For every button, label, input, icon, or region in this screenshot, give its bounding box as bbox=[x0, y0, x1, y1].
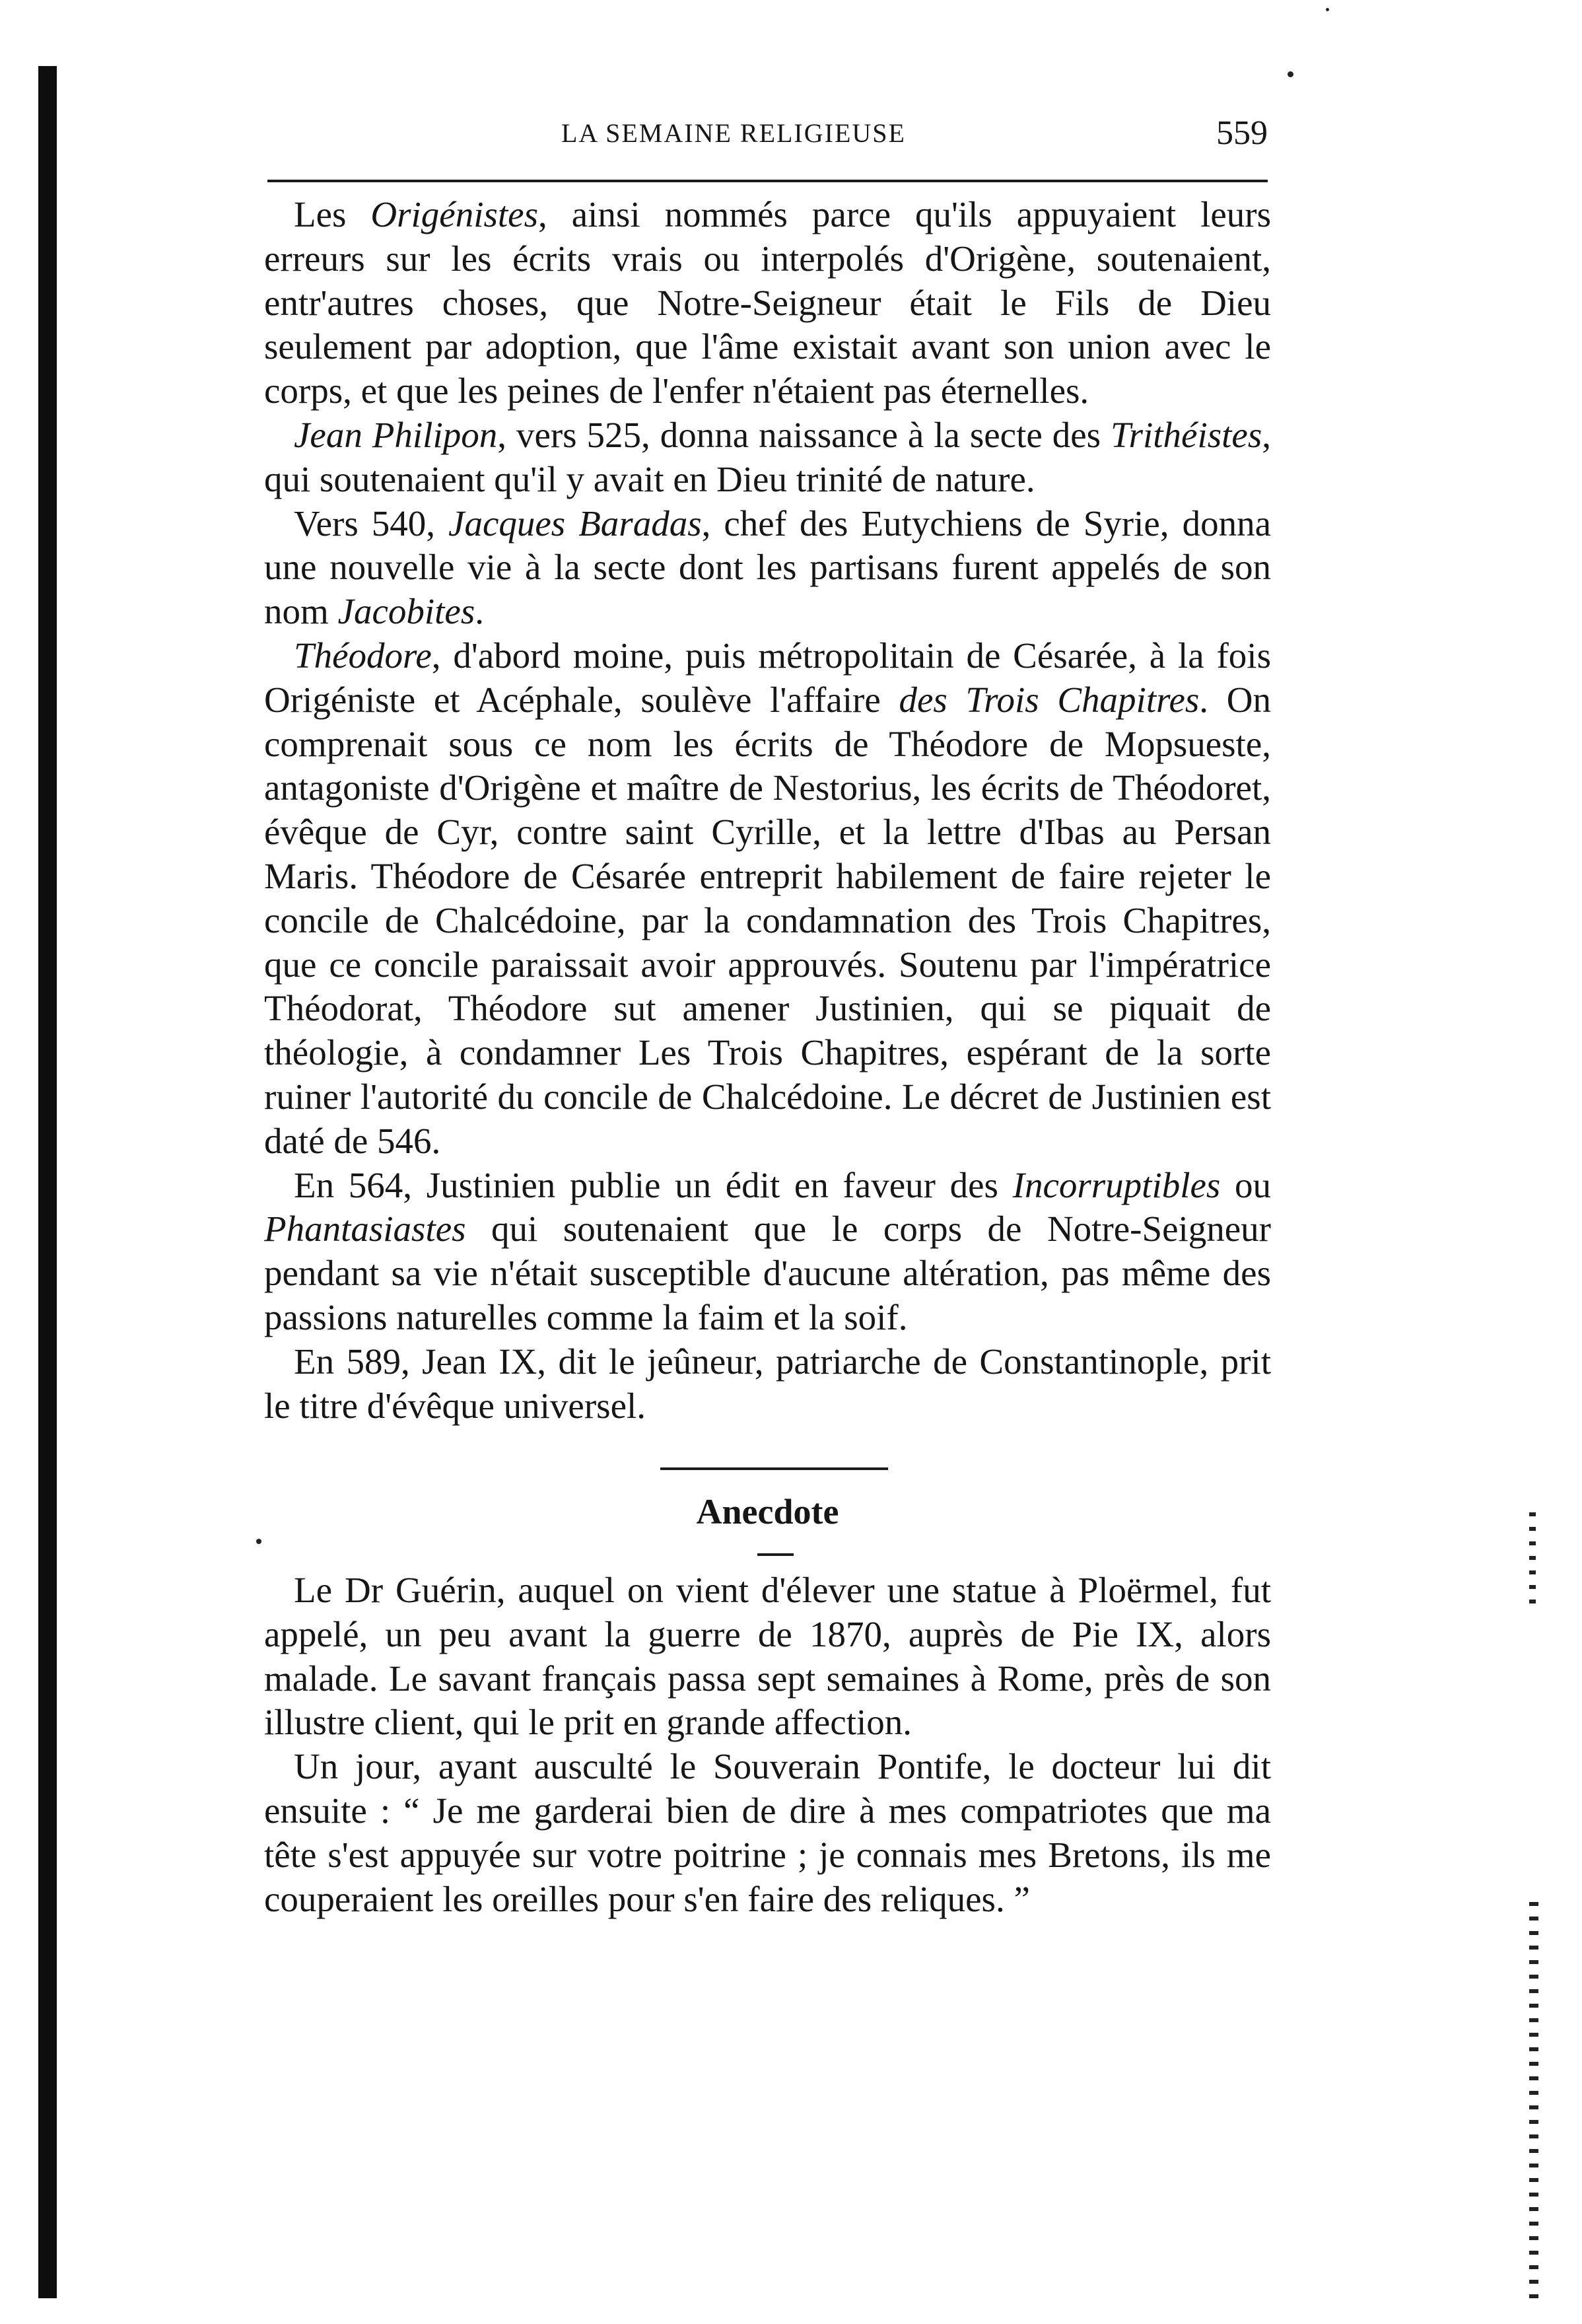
paragraph bbox=[264, 1340, 1271, 1428]
paragraph bbox=[264, 634, 1271, 1164]
scan-binding-edge bbox=[38, 66, 57, 2298]
scan-speck bbox=[256, 1539, 261, 1544]
text-run: En 564, Justinien publie un édit en faveur des bbox=[294, 1164, 1013, 1205]
text-run: qui soutenaient que le corps de Notre-Seigneur pendant sa vie n'était susceptible d'aucune altération, pas même des passions naturelles comme la faim et la soif. bbox=[264, 1209, 1271, 1337]
scan-margin-noise bbox=[1529, 1902, 1538, 2298]
section-divider bbox=[660, 1467, 888, 1470]
italic-text: Jacobites bbox=[337, 591, 475, 632]
italic-text: Incorruptibles bbox=[1012, 1164, 1221, 1205]
scan-margin-noise bbox=[1529, 1512, 1536, 1605]
paragraph bbox=[264, 502, 1271, 634]
scan-speck bbox=[1326, 8, 1329, 11]
header-rule bbox=[267, 180, 1268, 182]
body-text-bottom bbox=[264, 1568, 1271, 1921]
text-run: Vers 540, bbox=[294, 503, 449, 544]
text-run: , vers 525, donna naissance à la secte des bbox=[497, 414, 1111, 455]
text-run: ou bbox=[1220, 1164, 1272, 1205]
text-run: Le Dr Guérin, auquel on vient d'élever une statue à Ploërmel, fut appelé, un peu avant la guerre de 1870, auprès de Pie IX, alors malade. Le savant français passa sept semaines à Rome, près de son illustre client, qui le prit en grande affection. bbox=[264, 1570, 1271, 1743]
italic-text: Phantasiastes bbox=[264, 1209, 466, 1250]
text-run: Les bbox=[294, 194, 371, 234]
text-run: . bbox=[475, 591, 484, 632]
paragraph bbox=[264, 1745, 1271, 1921]
page-number: 559 bbox=[1216, 114, 1268, 152]
italic-text: Trithéistes bbox=[1111, 414, 1262, 455]
text-run: , ainsi nommés parce qu'ils appuyaient leurs erreurs sur les écrits vrais ou interpolés d'Origène, soutenaient, entr'autres choses, que Notre-Seigneur était le Fils de Dieu seulement par adoption, que l'âme existait avant son union avec le corps, et que les peines de l'enfer n'étaient pas éternelles. bbox=[264, 194, 1271, 411]
section-title: Anecdote bbox=[696, 1492, 839, 1532]
italic-text: Jean Philipon bbox=[294, 414, 498, 455]
text-run: , chef des Eutychiens de Syrie, donna une nouvelle vie à la secte dont les partisans furent appelés de son nom bbox=[264, 503, 1271, 632]
running-title: LA SEMAINE RELIGIEUSE bbox=[561, 118, 906, 148]
paragraph bbox=[264, 1164, 1271, 1340]
italic-text: des Trois Chapitres bbox=[899, 679, 1200, 720]
paragraph bbox=[264, 193, 1271, 413]
text-run: . On comprenait sous ce nom les écrits de Théodore de Mopsueste, antagoniste d'Origène et maître de Nestorius, les écrits de Théodoret, évêque de Cyr, contre saint Cyrille, et la lettre d'Ibas au Persan Maris. Théodore de Césarée entreprit habilement de faire rejeter le concile de Chalcédoine, par la condamnation des Trois Chapitres, que ce concile paraissait avoir approuvés. Soutenu par l'impératrice Théodorat, Théodore sut amener Justinien, qui se piquait de théologie, à condamner Les Trois Chapitres, espérant de la sorte ruiner l'autorité du concile de Chalcédoine. Le décret de Justinien est daté de 546. bbox=[264, 679, 1271, 1161]
paragraph bbox=[264, 413, 1271, 502]
text-run: , qui soutenaient qu'il y avait en Dieu trinité de nature. bbox=[264, 414, 1271, 499]
text-run: , d'abord moine, puis métropolitain de Césarée, à la fois Origéniste et Acéphale, soulève l'affaire bbox=[264, 635, 1271, 720]
paragraph bbox=[264, 1568, 1271, 1745]
text-run: En 589, Jean IX, dit le jeûneur, patriarche de Constantinople, prit le titre d'évêque universel. bbox=[264, 1341, 1271, 1426]
text-run: Un jour, ayant ausculté le Souverain Pontife, le docteur lui dit ensuite : “ Je me garderai bien de dire à mes compatriotes que ma tête s'est appuyée sur votre poitrine ; je connais mes Bretons, ils me couperaient les oreilles pour s'en faire des reliques. ” bbox=[264, 1746, 1271, 1919]
scan-speck bbox=[1288, 71, 1293, 77]
italic-text: Théodore bbox=[294, 635, 432, 676]
italic-text: Origénistes bbox=[370, 194, 538, 234]
page-header bbox=[264, 114, 1268, 164]
body-text-top bbox=[264, 193, 1271, 1428]
italic-text: Jacques Baradas bbox=[448, 503, 702, 544]
title-dash bbox=[757, 1553, 794, 1556]
